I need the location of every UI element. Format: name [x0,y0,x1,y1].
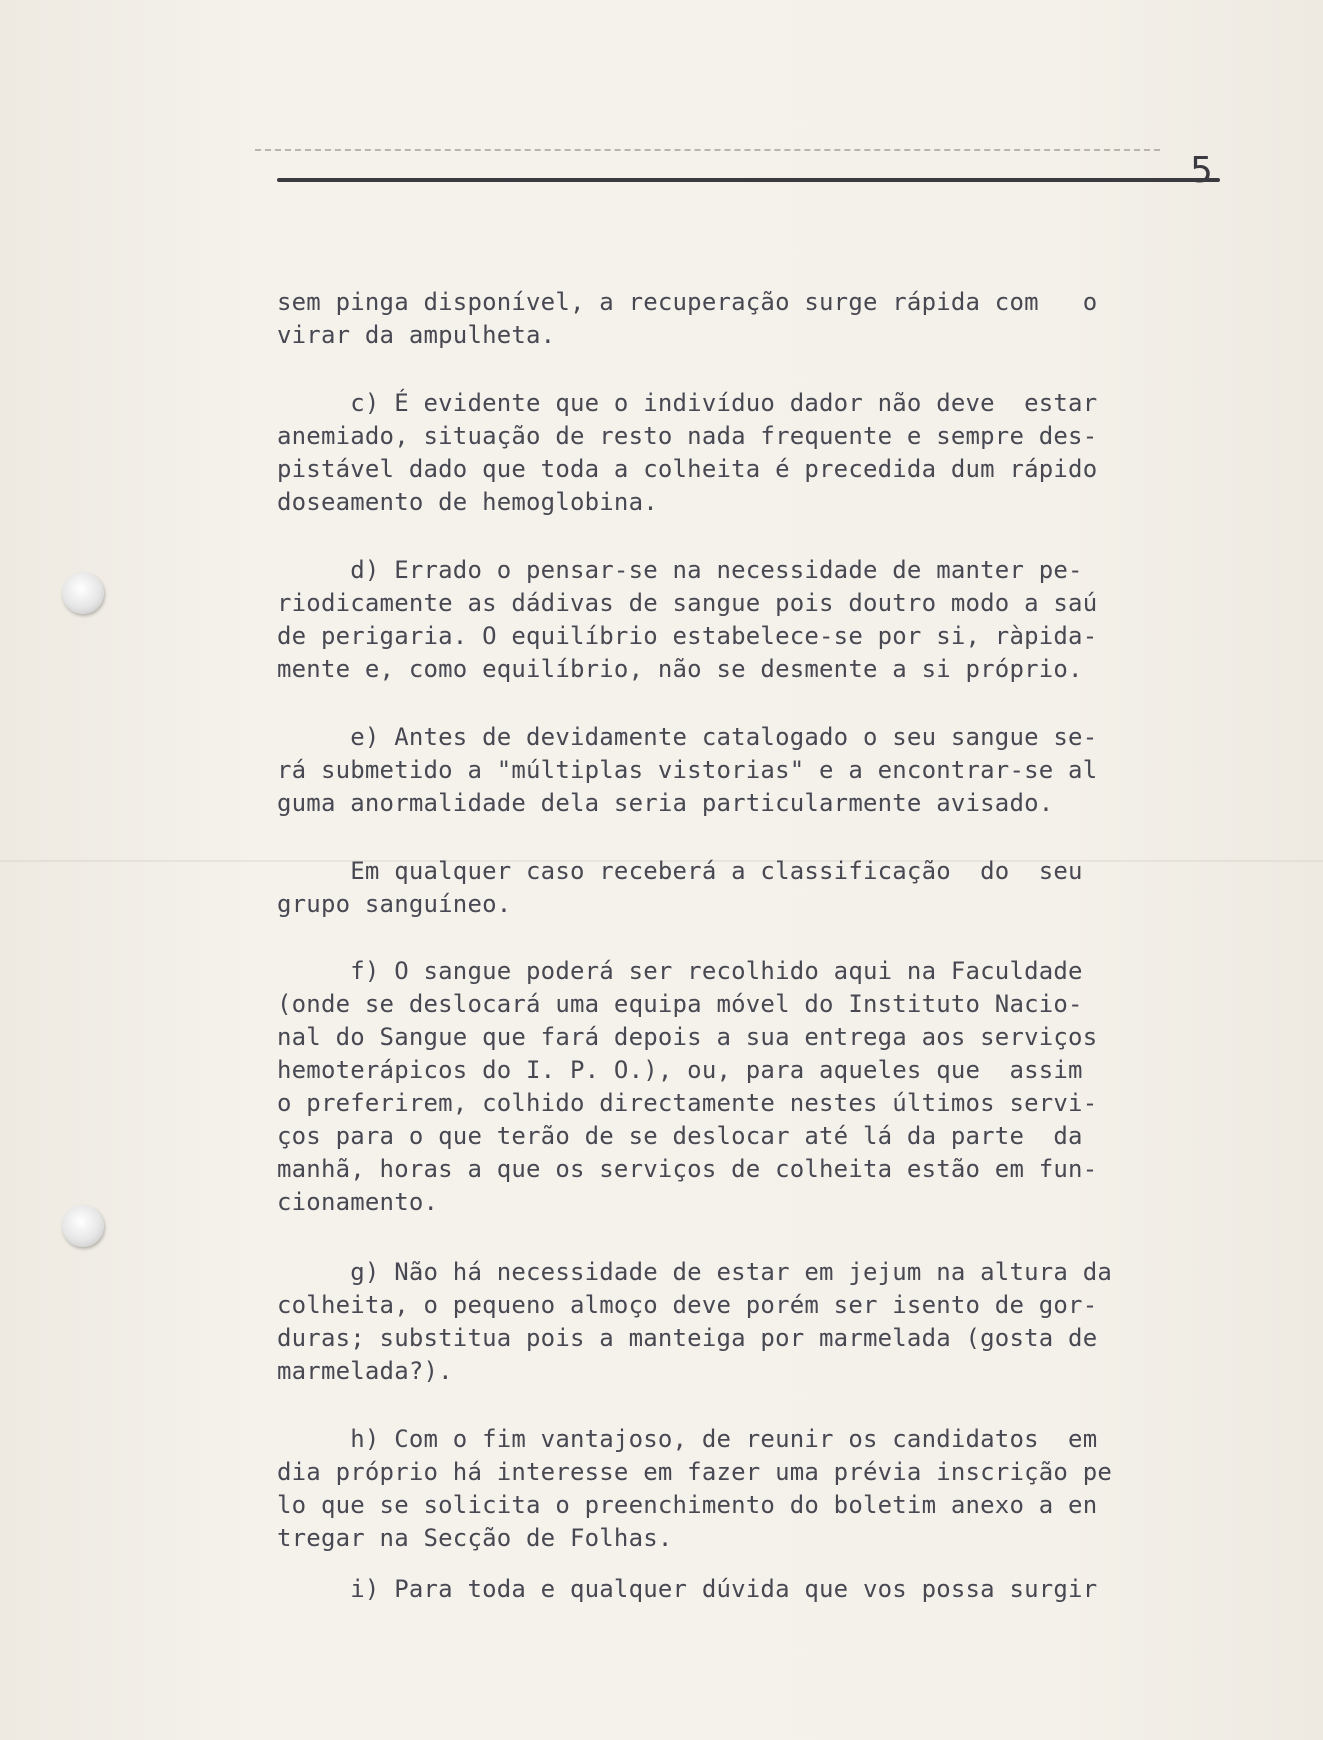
text-line: manhã, horas a que os serviços de colheita estão em fun- [277,1155,1098,1183]
text-line: o preferirem, colhido directamente nestes últimos servi- [277,1089,1098,1117]
paragraph-i [277,1573,1212,1606]
text-line: i) Para toda e qualquer dúvida que vos possa surgir [277,1575,1098,1603]
text-line: Em qualquer caso receberá a classificação do seu [277,857,1083,885]
text-line: duras; substitua pois a manteiga por marmelada (gosta de [277,1324,1098,1352]
text-line: h) Com o fim vantajoso, de reunir os candidatos em [277,1425,1098,1453]
text-line: d) Errado o pensar-se na necessidade de manter pe- [277,556,1083,584]
text-line: anemiado, situação de resto nada frequente e sempre des- [277,422,1098,450]
text-line: tregar na Secção de Folhas. [277,1524,673,1552]
text-line: (onde se deslocará uma equipa móvel do Instituto Nacio- [277,990,1083,1018]
text-line: grupo sanguíneo. [277,890,512,918]
text-line: hemoterápicos do I. P. O.), ou, para aqueles que assim [277,1056,1083,1084]
text-line: virar da ampulheta. [277,321,556,349]
text-line: e) Antes de devidamente catalogado o seu sangue se- [277,723,1098,751]
text-line: riodicamente as dádivas de sangue pois doutro modo a saú [277,589,1098,617]
text-line: de perigaria. O equilíbrio estabelece-se por si, ràpida- [277,622,1098,650]
paragraph-e [277,721,1212,820]
paragraph-f [277,955,1212,1219]
text-line: cionamento. [277,1188,439,1216]
text-line: nal do Sangue que fará depois a sua entrega aos serviços [277,1023,1098,1051]
text-line: dia próprio há interesse em fazer uma prévia inscrição pe [277,1458,1113,1486]
header-dashed-rule [255,149,1160,151]
text-line: sem pinga disponível, a recuperação surge rápida com o [277,288,1098,316]
paragraph-note [277,855,1212,921]
header-rule [277,178,1220,182]
punch-hole-top [62,572,104,614]
text-line: f) O sangue poderá ser recolhido aqui na Faculdade [277,957,1083,985]
paragraph-d [277,554,1212,686]
paragraph-c [277,387,1212,519]
text-line: rá submetido a "múltiplas vistorias" e a encontrar-se al [277,756,1098,784]
text-line: lo que se solicita o preenchimento do boletim anexo a en [277,1491,1098,1519]
page-number: 5 [1190,150,1213,191]
text-line: c) É evidente que o indivíduo dador não deve estar [277,389,1098,417]
punch-hole-bottom [62,1205,104,1247]
text-line: g) Não há necessidade de estar em jejum na altura da [277,1258,1113,1286]
text-line: doseamento de hemoglobina. [277,488,658,516]
text-line: guma anormalidade dela seria particularmente avisado. [277,789,1054,817]
paragraph-g [277,1256,1212,1388]
text-line: mente e, como equilíbrio, não se desmente a si próprio. [277,655,1083,683]
text-line: colheita, o pequeno almoço deve porém ser isento de gor- [277,1291,1098,1319]
text-line: ços para o que terão de se deslocar até lá da parte da [277,1122,1083,1150]
paragraph [277,286,1212,352]
paragraph-h [277,1423,1212,1555]
text-line: pistável dado que toda a colheita é precedida dum rápido [277,455,1098,483]
text-line: marmelada?). [277,1357,453,1385]
